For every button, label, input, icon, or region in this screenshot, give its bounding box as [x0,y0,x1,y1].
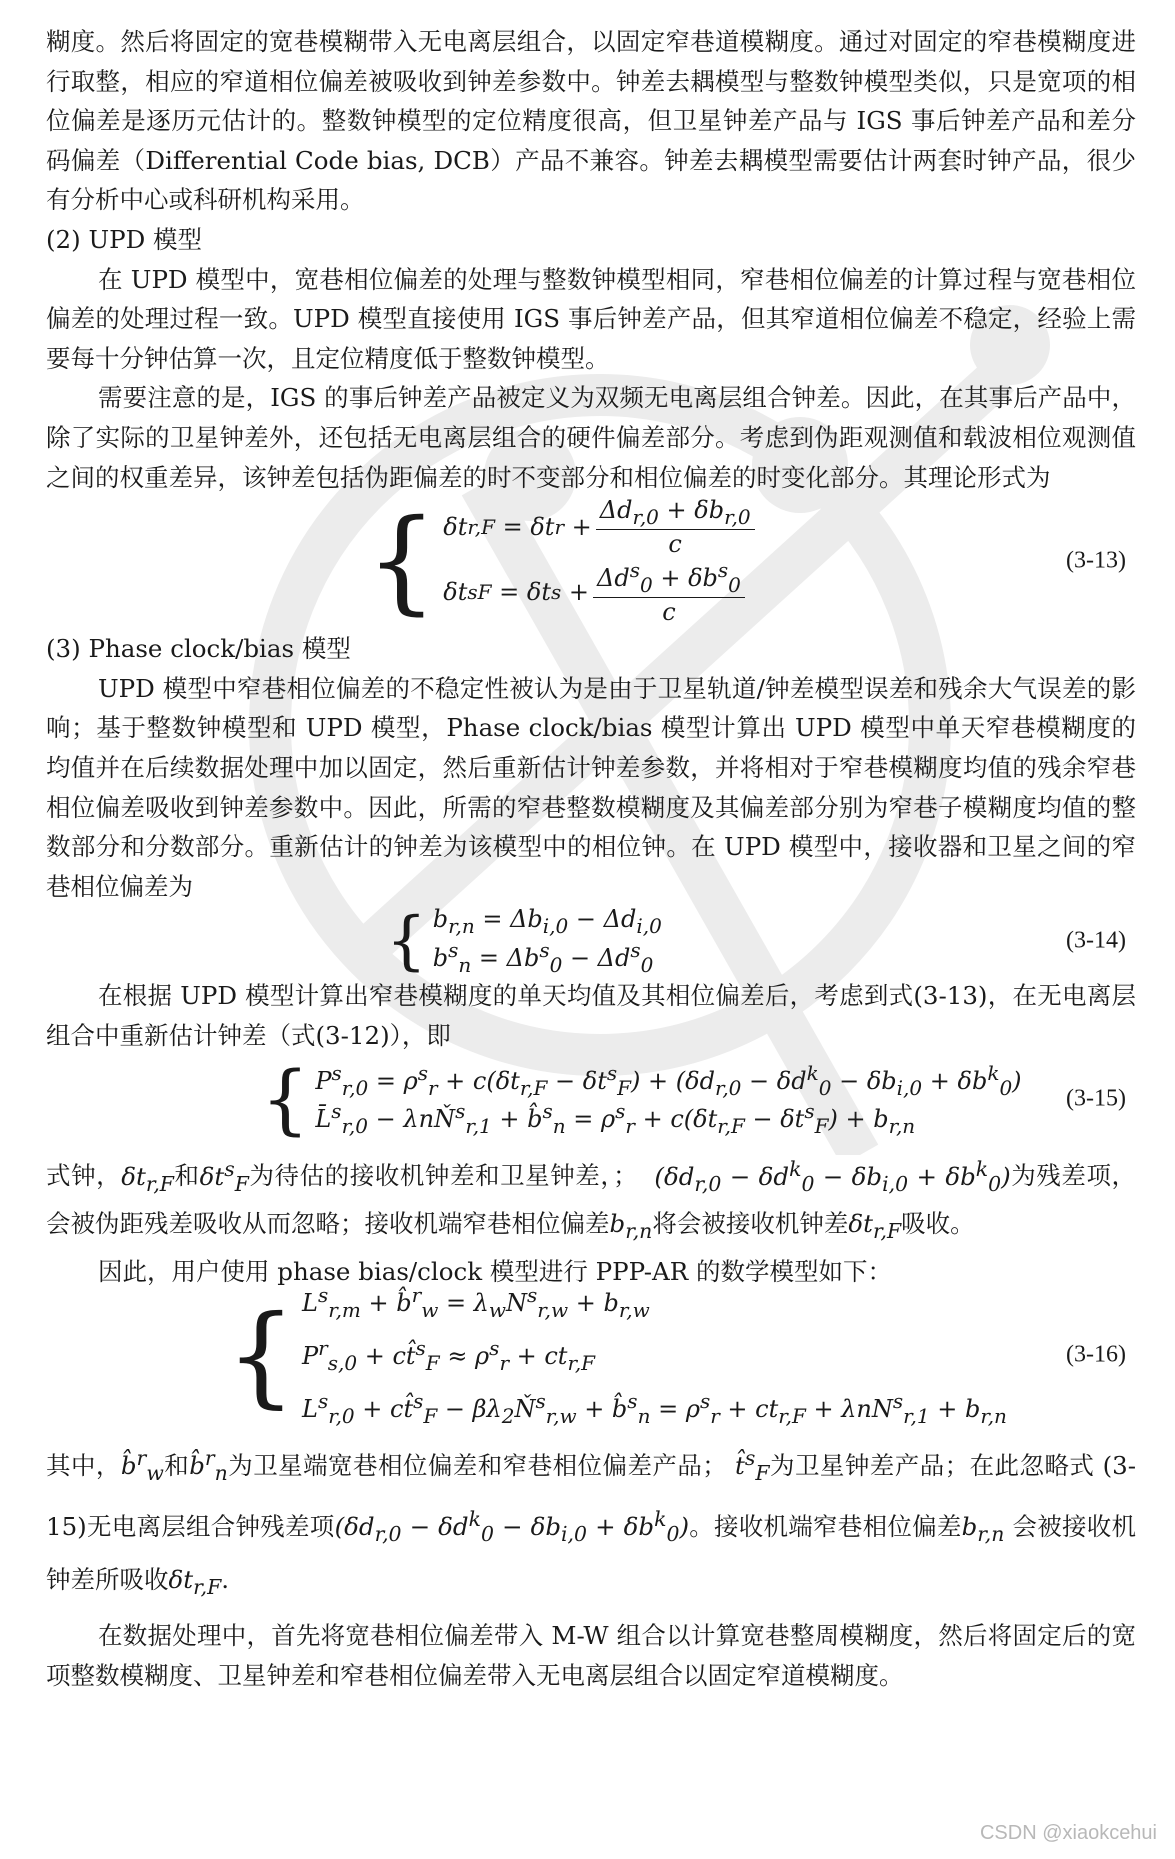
paragraph-5: 在根据 UPD 模型计算出窄巷模糊度的单天均值及其相位偏差后，考虑到式(3-13)，在无电离层组合中重新估计钟差（式(3-12)），即 [46,981,1136,1050]
equation-brace: { [386,904,427,979]
paragraph-3: 需要注意的是，IGS 的事后钟差产品被定义为双频无电离层组合钟差。因此，在其事后产品中，除了实际的卫星钟差外，还包括无电离层组合的硬件偏差部分。考虑到伪距观测值和载波相位观测值之间的权重差异，该钟差包括伪距偏差的时不变部分和相位偏差的时变化部分。其理论形式为 [46,383,1136,492]
paragraph-9: 在数据处理中，首先将宽巷相位偏差带入 M-W 组合以计算宽巷整周模糊度，然后将固定后的宽项整数模糊度、卫星钟差和窄巷相位偏差带入无电离层组合以固定窄道模糊度。 [46,1621,1136,1690]
equation-brace: { [366,496,438,627]
equation-3-16 [46,1283,1136,1428]
paragraph-8: 其中，b̂$^r_w$和b̂$^r_n$为卫星端宽巷相位偏差和窄巷相位偏差产品； t̂$^s_F$为卫星钟差产品；在此忽略式 (3-15)无电离层组合钟残差项$(\delta d_{r,0} - \delta d^k_0 - \delta b_{i,0} + \delta b^k_0)$。接收机端窄巷相位偏差$b_{r,n}$ 会被接收机钟差所吸收$\delta t_{r,F}$. [46,1446,1137,1600]
equation-lines: δt r,F = δt r + $\frac{\Delta d_{r,0} + \delta b_{r,0}}{c}$ δt s F = δt s + $\frac{\Delta d^s_0 + \delta b^s_0}{c}$ [443,496,758,626]
paragraph-4: UPD 模型中窄巷相位偏差的不稳定性被认为是由于卫星轨道/钟差模型误差和残余大气误差的影响；基于整数钟模型和 UPD 模型，Phase clock/bias 模型计算出 UPD 模型中单天窄巷模糊度的均值并在后续数据处理中加以固定，然后重新估计钟差参数，并将相对于窄巷模糊度均值的残余窄巷相位偏差吸收到钟差参数中。因此，所需的窄巷整数模糊度及其偏差部分别为窄巷子模糊度均值的整数部分和分数部分。重新估计的钟差为该模型中的相位钟。在 UPD 模型中，接收器和卫星之间的窄巷相位偏差为 [46,673,1136,901]
section-heading-phase-clock: (3) Phase clock/bias 模型 [46,634,351,664]
equation-3-13 [46,497,1136,625]
paper-body [46,22,1136,1695]
equation-number: (3-14) [1066,927,1126,954]
section-heading-upd: (2) UPD 模型 [46,224,203,254]
equation-lines: $P^s_{r,0} = \rho^s_r + c(\delta t_{r,F} - \delta t^s_F) + (\delta d_{r,0} - \delta d^k_0 - \delta b_{i,0} + \delta b^k_0)$ L̄$^s_{r,0}$ − λnŇ$^s_{r,1}$ + b̂$^s_n$ = $\rho^s_r + c(\delta t_{r,F} - \delta t^s_F) + b_{r,n}$ [315,1060,1022,1139]
equation-lines: $b_{r,n} = \Delta b_{i,0} - \Delta d_{i,0}$ $b^s_n = \Delta b^s_0 - \Delta d^s_0$ [432,905,662,978]
equation-number: (3-15) [1066,1085,1126,1112]
paragraph-7: 因此，用户使用 phase bias/clock 模型进行 PPP-AR 的数学模型如下： [98,1256,892,1286]
equation-number: (3-13) [1066,547,1126,574]
equation-3-15 [46,1055,1136,1143]
equation-number: (3-16) [1066,1341,1126,1368]
equation-lines: $L^s_{r,m}$ + b̂$^r_w$ = $\lambda_wN^s_{r,w} + b_{r,w}$ $P^r_{s,0}$ + ct̂$^s_F$ ≈ $\rho^s_r + ct_{r,F}$ $L^s_{r,0}$ + ct̂$^s_F$ − $\beta\lambda_2Ň^s_{r,w}$ + b̂$^s_n$ = $\rho^s_r + ct_{r,F} + \lambda nN^s_{r,1} + b_{r,n}$ [302,1283,1007,1428]
csdn-watermark: CSDN @xiaokcehui [979,1822,1157,1844]
paragraph-6: 式钟，$\delta t_{r,F}$和$\delta t^s_F$为待估的接收机钟差和卫星钟差，； $(\delta d_{r,0} - \delta d^k_0 - \delta b_{i,0} + \delta b^k_0)$为残差项，会被伪距残差吸收从而忽略；接收机端窄巷相位偏差$b_{r,n}$将会被接收机钟差$\delta t_{r,F}$吸收。 [46,1156,1137,1243]
equation-3-14 [46,904,1136,979]
equation-brace: { [226,1291,296,1420]
equation-brace: { [261,1054,310,1144]
paragraph-1: 糊度。然后将固定的宽巷模糊带入无电离层组合，以固定窄巷道模糊度。通过对固定的窄巷模糊度进行取整，相应的窄道相位偏差被吸收到钟差参数中。钟差去耦模型与整数钟模型类似，只是宽项的相位偏差是逐历元估计的。整数钟模型的定位精度很高，但卫星钟差产品与 IGS 事后钟差产品和差分码偏差（Differential Code bias, DCB）产品不兼容。钟差去耦模型需要估计两套时钟产品，很少有分析中心或科研机构采用。 [46,27,1136,215]
paragraph-2: 在 UPD 模型中，宽巷相位偏差的处理与整数钟模型相同，窄巷相位偏差的计算过程与宽巷相位偏差的处理过程一致。UPD 模型直接使用 IGS 事后钟差产品，但其窄道相位偏差不稳定，经验上需要每十分钟估算一次，且定位精度低于整数钟模型。 [46,264,1136,373]
